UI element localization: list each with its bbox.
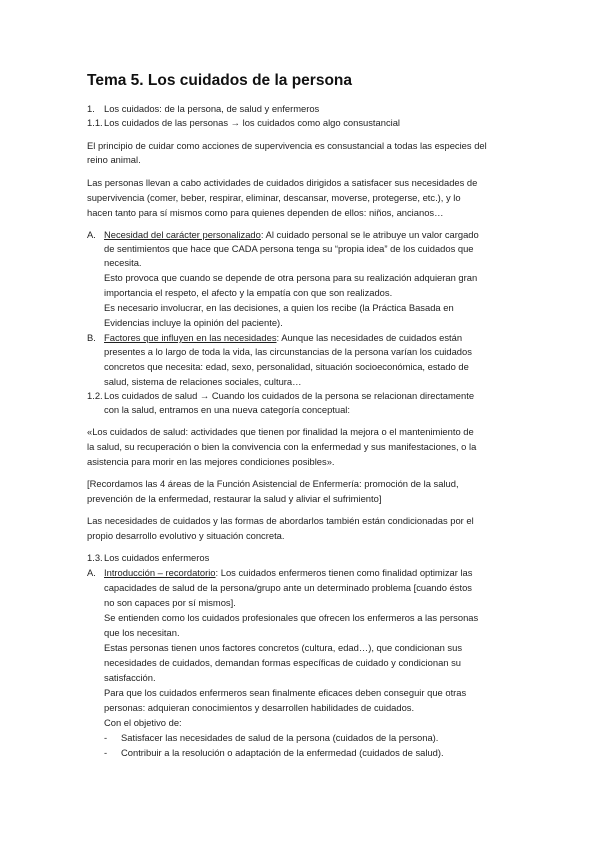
quote-line: asistencia para morir en las mejores condiciones posibles». xyxy=(87,456,335,467)
item-a2-line: personas: adquieran conocimientos y desarrollen habilidades de cuidados. xyxy=(104,702,415,713)
section-1-heading: Los cuidados: de la persona, de salud y enfermeros xyxy=(104,103,320,114)
item-b-heading: Factores que influyen en las necesidades xyxy=(104,332,277,343)
item-a-line: Es necesario involucrar, en las decisiones, a quien los recibe (la Práctica Basada en xyxy=(104,302,454,313)
section-1-2-number: 1.2. xyxy=(87,390,103,401)
bullet-marker: - xyxy=(104,747,108,758)
item-a-marker: A. xyxy=(87,229,96,240)
note-line: [Recordamos las 4 áreas de la Función Asistencial de Enfermería: promoción de la salud, xyxy=(87,478,459,489)
paragraph-line: propio desarrollo evolutivo y situación concreta. xyxy=(87,530,285,541)
section-1-1-number: 1.1. xyxy=(87,117,103,128)
item-a-line: Esto provoca que cuando se depende de otra persona para su realización adquieran gran xyxy=(104,272,478,283)
section-1-2-line: con la salud, entramos en una nueva categoría conceptual: xyxy=(104,404,350,415)
section-1-number: 1. xyxy=(87,103,95,114)
item-b-line: concretos que necesita: edad, sexo, personalidad, situación socioeconómica, estado de xyxy=(104,361,469,372)
section-1-3-number: 1.3. xyxy=(87,552,103,563)
item-a2-line: Para que los cuidados enfermeros sean finalmente eficaces deben conseguir que otras xyxy=(104,687,467,698)
item-b-marker: B. xyxy=(87,332,96,343)
item-a2-line: Se entienden como los cuidados profesionales que ofrecen los enfermeros a las personas xyxy=(104,612,479,623)
bullet-item: Satisfacer las necesidades de salud de la persona (cuidados de la persona). xyxy=(121,732,439,743)
item-a-line: importancia el respeto, el afecto y la empatía con que son realizados. xyxy=(104,287,393,298)
bullet-marker: - xyxy=(104,732,108,743)
item-a2-line: que los necesitan. xyxy=(104,627,180,638)
paragraph-line: supervivencia (comer, beber, respirar, eliminar, descansar, moverse, protegerse, etc.), y lo xyxy=(87,192,461,203)
paragraph-line: El principio de cuidar como acciones de supervivencia es consustancial a todas las especies del xyxy=(87,140,487,151)
paragraph-line: Las personas llevan a cabo actividades de cuidados dirigidos a satisfacer sus necesidades de xyxy=(87,177,478,188)
section-1-2-line: Los cuidados de salud → Cuando los cuidados de la persona se relacionan directamente xyxy=(104,390,475,401)
item-a-line: Evidencias incluye la opinión del paciente). xyxy=(104,317,283,328)
quote-line: «Los cuidados de salud: actividades que tienen por finalidad la mejora o el mantenimiento de xyxy=(87,426,474,437)
item-a2-line: no son capaces por sí mismos]. xyxy=(104,597,236,608)
item-a2-line: Con el objetivo de: xyxy=(104,717,182,728)
section-1-3-heading: Los cuidados enfermeros xyxy=(104,552,210,563)
item-a2-marker: A. xyxy=(87,567,96,578)
item-a2-lead: : Los cuidados enfermeros tienen como finalidad optimizar las xyxy=(215,567,473,578)
item-a-first-line xyxy=(104,228,479,241)
item-a2-line: capacidades de salud de la persona/grupo ante un determinado problema [cuando éstos xyxy=(104,582,472,593)
document-title: Tema 5. Los cuidados de la persona xyxy=(87,72,353,89)
paragraph-line: hacen tanto para sí mismos como para quienes dependen de ellos: niños, ancianos… xyxy=(87,207,444,218)
item-a2-line: necesidades de cuidados, demandan formas específicas de cuidado y condicionan su xyxy=(104,657,462,668)
item-a-line: necesita. xyxy=(104,257,142,268)
note-line: prevención de la enfermedad, restaurar la salud y aliviar el sufrimiento] xyxy=(87,493,382,504)
quote-line: la salud, su recuperación o bien la convivencia con la enfermedad y sus manifestaciones, o la xyxy=(87,441,477,452)
paragraph-line: Las necesidades de cuidados y las formas de abordarlos también están condicionadas por el xyxy=(87,515,474,526)
item-a2-heading: Introducción – recordatorio xyxy=(104,567,216,578)
bullet-item: Contribuir a la resolución o adaptación de la enfermedad (cuidados de salud). xyxy=(121,747,444,758)
item-b-lead: : Aunque las necesidades de cuidados están xyxy=(276,332,463,343)
item-a-heading: Necesidad del carácter personalizado xyxy=(104,229,261,240)
item-b-line: presentes a lo largo de toda la vida, las circunstancias de la persona varían los cuidados xyxy=(104,346,472,357)
item-b-first-line xyxy=(104,331,462,344)
item-a2-first-line xyxy=(104,566,472,579)
paragraph-line: reino animal. xyxy=(87,154,141,165)
section-1-1-heading: Los cuidados de las personas → los cuidados como algo consustancial xyxy=(104,117,401,128)
item-a2-line: Estas personas tienen unos factores concretos (cultura, edad…), que condicionan sus xyxy=(104,642,463,653)
item-b-line: salud, sistema de relaciones sociales, cultura… xyxy=(104,376,302,387)
item-a2-line: satisfacción. xyxy=(104,672,156,683)
item-a-line: de sentimientos que hace que CADA persona tenga su “propia idea” de los cuidados que xyxy=(104,243,474,254)
item-a-lead: : Al cuidado personal se le atribuye un valor cargado xyxy=(260,229,479,240)
